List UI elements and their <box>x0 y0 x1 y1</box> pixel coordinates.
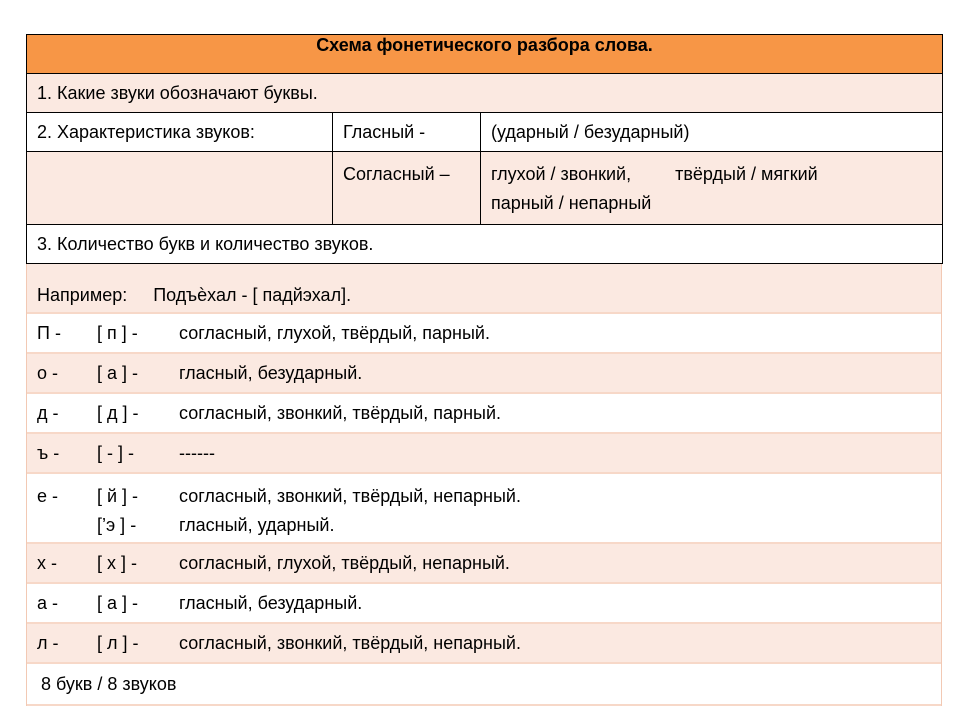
sound: [ а ] - <box>97 362 139 383</box>
letter: е - <box>37 486 59 506</box>
letter-row <box>27 314 941 354</box>
consonant-desc-pairing: парный / непарный <box>491 193 652 213</box>
sound-description: согласный, звонкий, твёрдый, парный. <box>179 402 501 423</box>
example-intro <box>27 264 941 314</box>
scheme-step-3: 3. Количество букв и количество звуков. <box>27 225 943 264</box>
vowel-label: Гласный - <box>333 113 481 152</box>
sound: [ - ] - <box>97 442 134 463</box>
sound: [ п ] - <box>97 322 138 343</box>
letter-row <box>27 624 941 664</box>
example-label: Например: <box>37 285 128 305</box>
sound-1: [ й ] - <box>97 486 139 506</box>
sound-description: согласный, глухой, твёрдый, непарный. <box>179 552 510 573</box>
sound-description: ------ <box>179 442 215 463</box>
summary-row <box>27 664 941 706</box>
letter-row <box>27 354 941 394</box>
sound-description <box>179 482 941 540</box>
consonant-desc-voicing: глухой / звонкий, <box>491 164 632 184</box>
letter: П - <box>37 322 61 343</box>
vowel-description: (ударный / безударный) <box>481 113 943 152</box>
letter-row <box>27 584 941 624</box>
letter: а - <box>37 592 59 613</box>
sound: [ д ] - <box>97 402 139 423</box>
sound: [ л ] - <box>97 632 139 653</box>
summary-text: 8 букв / 8 звуков <box>41 673 177 694</box>
empty-cell <box>27 152 333 225</box>
sound-description: согласный, звонкий, твёрдый, непарный. <box>179 632 521 653</box>
sound: [ а ] - <box>97 592 139 613</box>
consonant-description <box>481 152 943 225</box>
sound-2: [’э ] - <box>97 515 137 535</box>
letter: о - <box>37 362 59 383</box>
letter: д - <box>37 402 59 423</box>
example-word: Подъѐхал - [ падйэхал]. <box>153 285 352 305</box>
sound: [ х ] - <box>97 552 137 573</box>
letter: л - <box>37 632 59 653</box>
sound <box>97 482 179 540</box>
sound-description-2: гласный, ударный. <box>179 515 335 535</box>
phonetic-analysis-sheet <box>26 34 942 706</box>
letter-row <box>27 474 941 544</box>
sound-description: гласный, безударный. <box>179 592 363 613</box>
sound-description: гласный, безударный. <box>179 362 363 383</box>
letter: ъ - <box>37 442 60 463</box>
sound-description-1: согласный, звонкий, твёрдый, непарный. <box>179 486 521 506</box>
letter: х - <box>37 552 57 573</box>
sound-description: согласный, глухой, твёрдый, парный. <box>179 322 490 343</box>
letter-row <box>27 434 941 474</box>
letter-row <box>27 544 941 584</box>
example-section <box>26 264 942 706</box>
scheme-table <box>26 34 943 264</box>
scheme-step-2-label: 2. Характеристика звуков: <box>27 113 333 152</box>
letter-row <box>27 394 941 434</box>
consonant-label: Согласный – <box>333 152 481 225</box>
consonant-desc-hardness: твёрдый / мягкий <box>675 164 818 184</box>
page-title: Схема фонетического разбора слова. <box>27 35 943 74</box>
scheme-step-1: 1. Какие звуки обозначают буквы. <box>27 74 943 113</box>
